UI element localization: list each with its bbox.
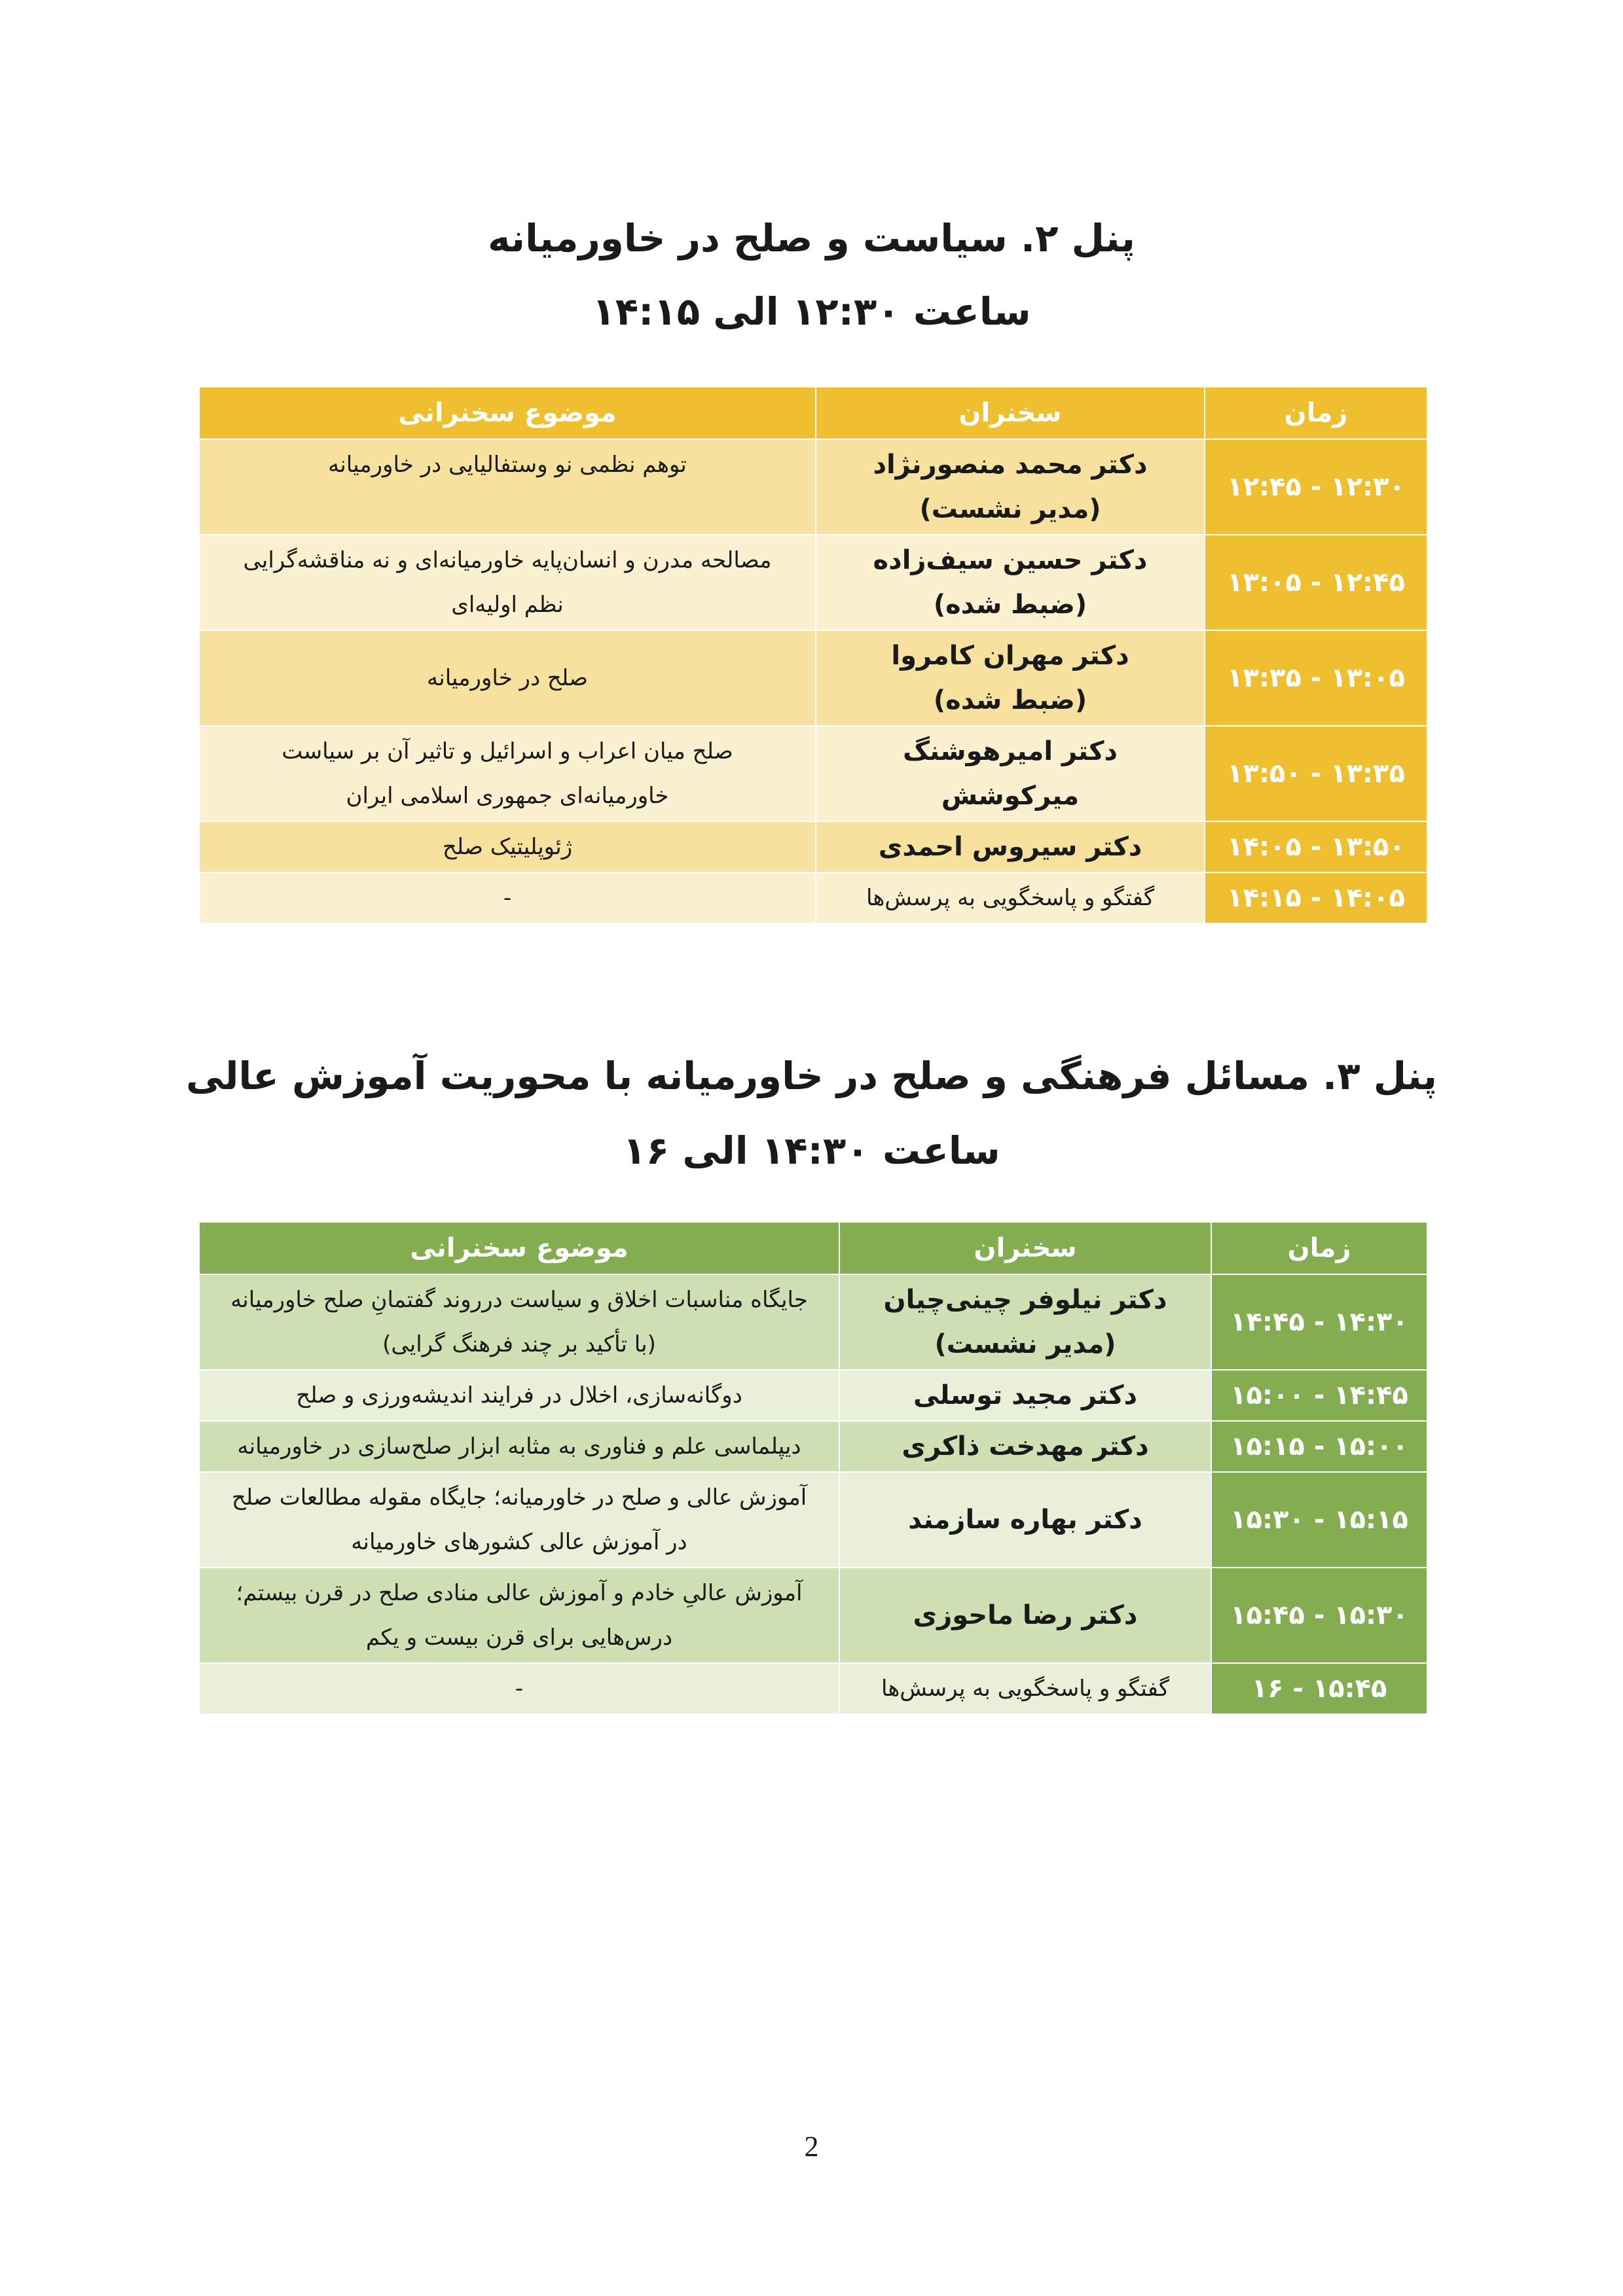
speaker-name: دکتر حسین سیف‌زاده	[873, 545, 1148, 575]
topic-cell: صلح در خاورمیانه	[199, 630, 816, 726]
topic-cell	[199, 535, 816, 630]
topic-cell	[199, 726, 816, 821]
panel3-schedule-table	[198, 1221, 1428, 1715]
speaker-cell: دکتر مجید توسلی	[839, 1370, 1211, 1421]
panel2-schedule-table	[198, 386, 1428, 924]
topic-line-2: (با تأکید بر چند فرهنگ گرایی)	[382, 1331, 656, 1357]
speaker-cell: گفتگو و پاسخگویی به پرسش‌ها	[839, 1663, 1211, 1714]
table-row	[199, 1421, 1427, 1472]
speaker-note: (مدیر نشست)	[919, 494, 1101, 524]
header-topic: موضوع سخنرانی	[199, 1222, 839, 1274]
topic-line: جایگاه مناسبات اخلاق و سیاست درروند گفتمانِ صلح خاورمیانه	[230, 1287, 808, 1313]
table-row	[199, 1663, 1427, 1714]
speaker-cell: دکتر امیرهوشنگ میرکوشش	[816, 726, 1205, 821]
speaker-name: دکتر محمد منصورنژاد	[873, 450, 1148, 480]
topic-line: مصالحه مدرن و انسان‌پایه خاورمیانه‌ای و نه مناقشه‌گرایی	[243, 547, 772, 573]
topic-cell: -	[199, 1663, 839, 1714]
speaker-cell: دکتر رضا ماحوزی	[839, 1568, 1211, 1663]
speaker-name: دکتر مهران کامروا	[891, 641, 1129, 671]
speaker-note: (مدیر نشست)	[934, 1329, 1116, 1359]
panel3-subtitle: ساعت ۱۴:۳۰ الی ۱۶	[623, 1128, 1000, 1173]
speaker-cell: دکتر مهدخت ذاکری	[839, 1421, 1211, 1472]
time-cell: ۱۵:۴۵ - ۱۶	[1211, 1663, 1427, 1714]
topic-cell	[199, 1472, 839, 1568]
time-cell: ۱۲:۴۵ - ۱۳:۰۵	[1205, 535, 1427, 630]
speaker-cell	[816, 439, 1205, 535]
table-row	[199, 1274, 1427, 1370]
time-cell: ۱۴:۰۵ - ۱۴:۱۵	[1205, 872, 1427, 924]
topic-cell: ژئوپلیتیک صلح	[199, 821, 816, 872]
table-header-row	[199, 387, 1427, 439]
table-row	[199, 630, 1427, 726]
topic-cell	[199, 439, 816, 535]
time-cell: ۱۳:۳۵ - ۱۳:۵۰	[1205, 726, 1427, 821]
table-row	[199, 1568, 1427, 1663]
speaker-name: دکتر نیلوفر چینی‌چیان	[883, 1285, 1167, 1315]
header-speakers: سخنران	[816, 387, 1205, 439]
topic-line-2	[213, 487, 802, 531]
speaker-cell: گفتگو و پاسخگویی به پرسش‌ها	[816, 872, 1205, 924]
time-cell: ۱۲:۳۰ - ۱۲:۴۵	[1205, 439, 1427, 535]
time-cell: ۱۳:۰۵ - ۱۳:۳۵	[1205, 630, 1427, 726]
topic-line: آموزش عالیِ خادم و آموزش عالی منادی صلح در قرن بیستم؛	[236, 1580, 803, 1606]
speaker-cell: دکتر سیروس احمدی	[816, 821, 1205, 872]
topic-line-2: خاورمیانه‌ای جمهوری اسلامی ایران	[346, 783, 669, 809]
speaker-cell	[816, 535, 1205, 630]
speaker-note: (ضبط شده)	[933, 590, 1087, 620]
table-row	[199, 1370, 1427, 1421]
topic-cell	[199, 1568, 839, 1663]
time-cell: ۱۴:۳۰ - ۱۴:۴۵	[1211, 1274, 1427, 1370]
header-time: زمان	[1205, 387, 1427, 439]
time-cell: ۱۴:۴۵ - ۱۵:۰۰	[1211, 1370, 1427, 1421]
topic-line-2: درس‌هایی برای قرن بیست و یکم	[365, 1624, 673, 1651]
panel2-subtitle: ساعت ۱۲:۳۰ الی ۱۴:۱۵	[592, 289, 1031, 334]
topic-line: آموزش عالی و صلح در خاورمیانه؛ جایگاه مقوله مطالعات صلح	[231, 1484, 807, 1511]
time-cell: ۱۵:۰۰ - ۱۵:۱۵	[1211, 1421, 1427, 1472]
table-row	[199, 821, 1427, 872]
topic-line: توهم نظمی نو وستفالیایی در خاورمیانه	[328, 452, 687, 478]
topic-line-2: در آموزش عالی کشورهای خاورمیانه	[351, 1529, 687, 1555]
table-row	[199, 872, 1427, 924]
time-cell: ۱۵:۳۰ - ۱۵:۴۵	[1211, 1568, 1427, 1663]
topic-cell: دیپلماسی علم و فناوری به مثابه ابزار صلح‌سازی در خاورمیانه	[199, 1421, 839, 1472]
topic-line: صلح میان اعراب و اسرائیل و تاثیر آن بر سیاست	[282, 738, 733, 764]
table-row	[199, 726, 1427, 821]
header-time: زمان	[1211, 1222, 1427, 1274]
header-speakers: سخنران	[839, 1222, 1211, 1274]
table-header-row	[199, 1222, 1427, 1274]
speaker-cell: دکتر بهاره سازمند	[839, 1472, 1211, 1568]
topic-line-2: نظم اولیه‌ای	[451, 592, 564, 618]
page-number: 2	[804, 2130, 819, 2162]
topic-cell: -	[199, 872, 816, 924]
table-row	[199, 439, 1427, 535]
panel2-title: پنل ۲. سیاست و صلح در خاورمیانه	[488, 216, 1135, 260]
table-row	[199, 535, 1427, 630]
topic-cell: دوگانه‌سازی، اخلال در فرایند اندیشه‌ورزی و صلح	[199, 1370, 839, 1421]
time-cell: ۱۵:۱۵ - ۱۵:۳۰	[1211, 1472, 1427, 1568]
speaker-cell	[839, 1274, 1211, 1370]
header-topic: موضوع سخنرانی	[199, 387, 816, 439]
panel3-title: پنل ۳. مسائل فرهنگی و صلح در خاورمیانه با محوریت آموزش عالی	[185, 1054, 1438, 1098]
speaker-cell	[816, 630, 1205, 726]
speaker-note: (ضبط شده)	[933, 685, 1087, 715]
topic-cell	[199, 1274, 839, 1370]
table-row	[199, 1472, 1427, 1568]
time-cell: ۱۳:۵۰ - ۱۴:۰۵	[1205, 821, 1427, 872]
